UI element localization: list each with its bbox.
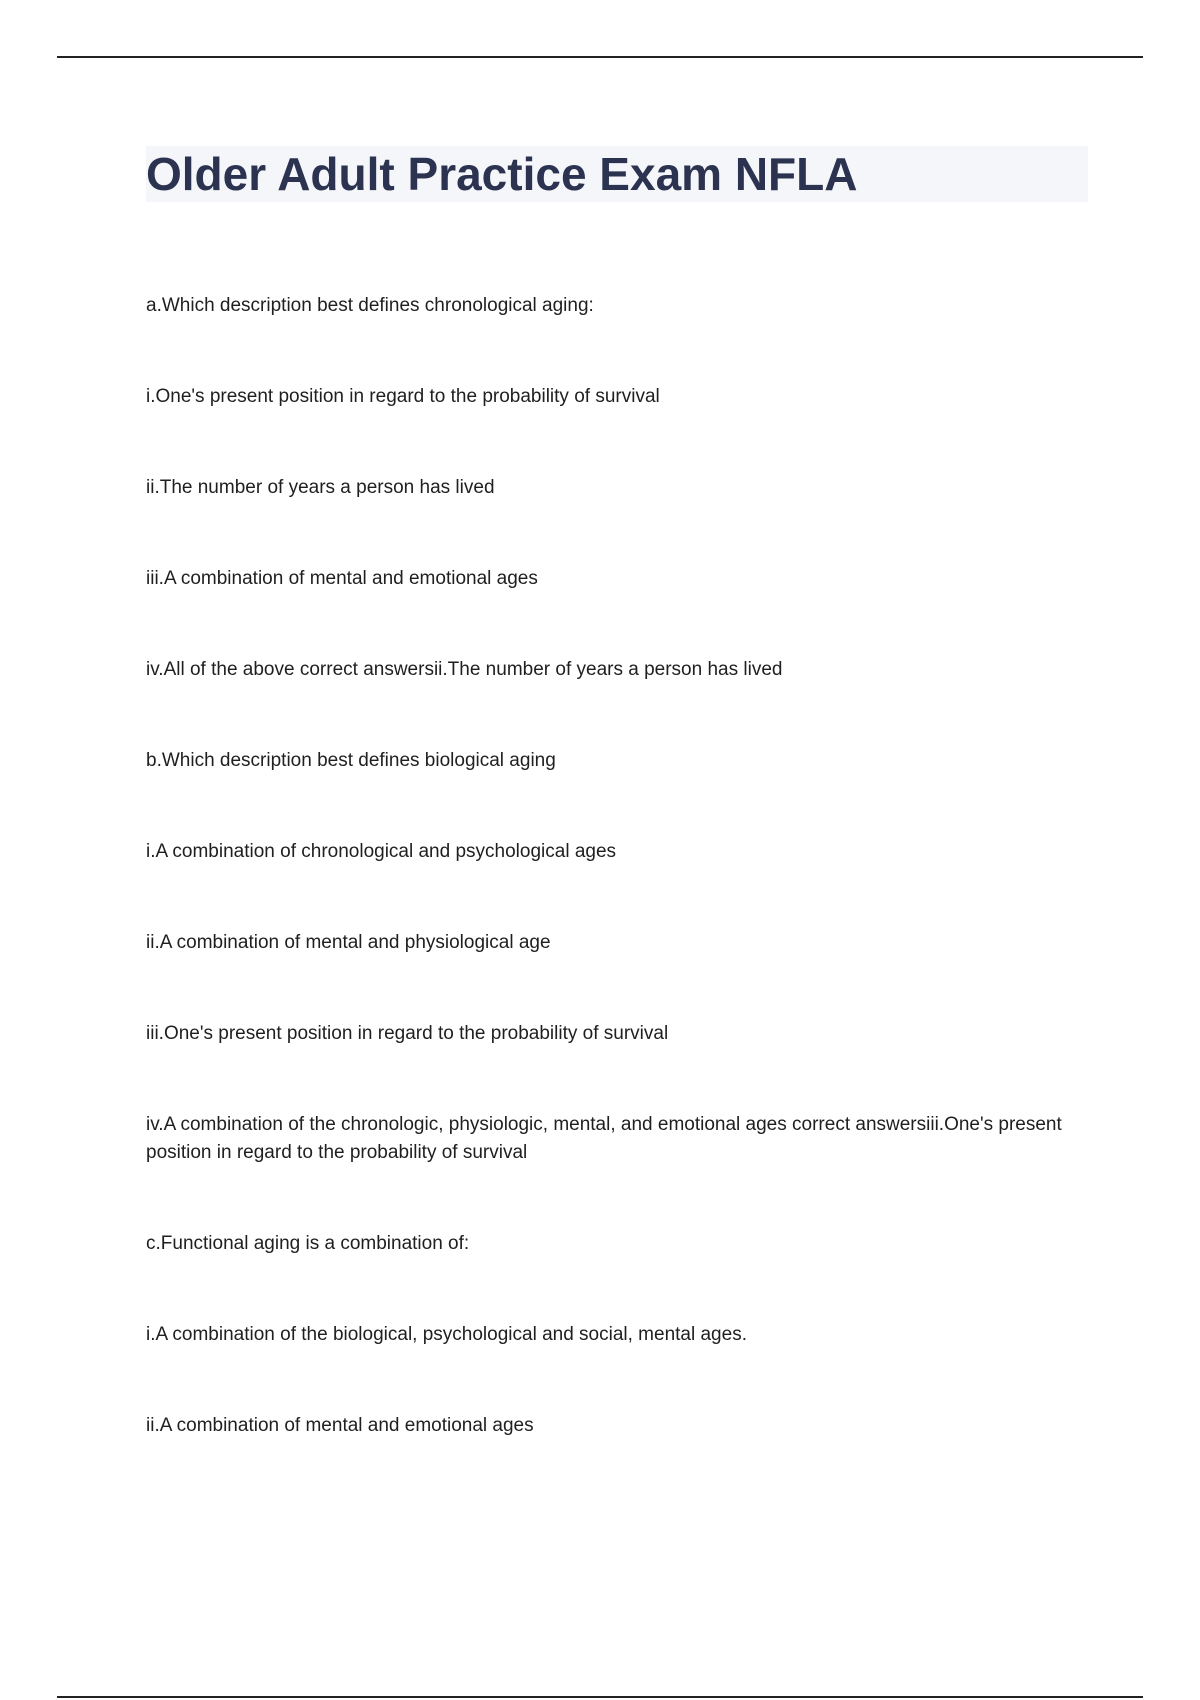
option-c-i: i.A combination of the biological, psychological and social, mental ages. <box>146 1324 747 1345</box>
question-a: a.Which description best defines chronological aging: <box>146 295 594 316</box>
option-b-ii: ii.A combination of mental and physiological age <box>146 932 551 953</box>
option-b-iv-answer: iv.A combination of the chronologic, physiologic, mental, and emotional ages correct answersiii.One's present position in regard to the probability of survival <box>146 1114 1062 1163</box>
top-divider <box>57 56 1143 58</box>
document-title: Older Adult Practice Exam NFLA <box>146 148 858 200</box>
option-a-iv-answer: iv.All of the above correct answersii.The number of years a person has lived <box>146 659 783 680</box>
bottom-divider <box>57 1696 1143 1698</box>
option-a-iii: iii.A combination of mental and emotional ages <box>146 568 538 589</box>
option-b-i: i.A combination of chronological and psychological ages <box>146 841 617 862</box>
option-a-i: i.One's present position in regard to the probability of survival <box>146 386 660 407</box>
question-c: c.Functional aging is a combination of: <box>146 1233 470 1254</box>
option-a-ii: ii.The number of years a person has lived <box>146 477 495 498</box>
option-c-ii: ii.A combination of mental and emotional ages <box>146 1415 534 1436</box>
title-band <box>146 146 1088 202</box>
question-b: b.Which description best defines biological aging <box>146 750 556 771</box>
option-b-iii: iii.One's present position in regard to the probability of survival <box>146 1023 669 1044</box>
